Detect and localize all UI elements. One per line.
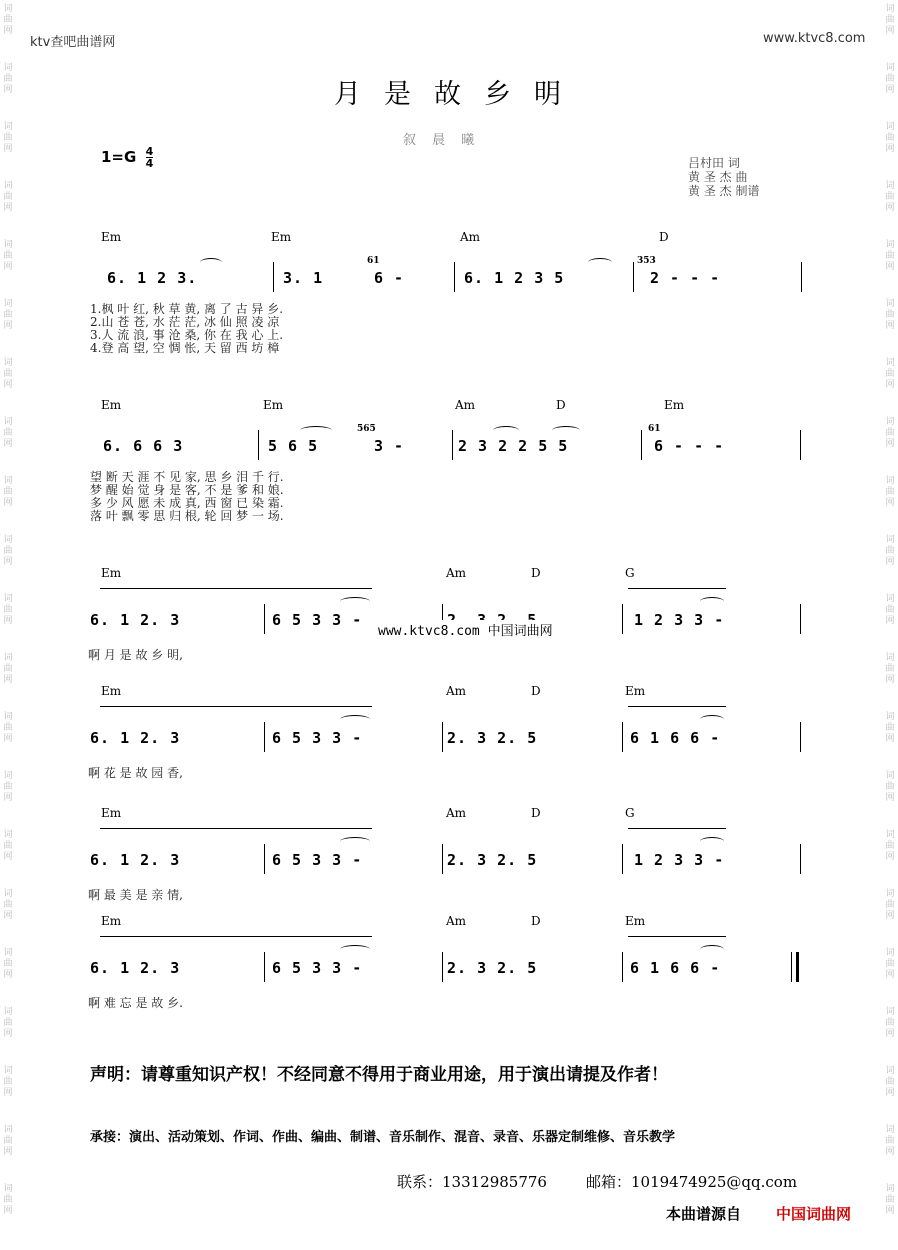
edge-watermark-text: 词曲网	[3, 653, 13, 685]
chord-symbol: D	[531, 566, 541, 580]
key-label: 1=G	[101, 148, 137, 166]
edge-watermark-text: 词曲网	[3, 1066, 13, 1098]
edge-watermark-text: 词曲网	[885, 653, 895, 685]
grace-note: 61	[367, 256, 380, 266]
edge-watermark-text: 词曲网	[885, 63, 895, 95]
note-group: 6. 1 2. 3	[90, 729, 181, 747]
song-title: 月是故乡明	[334, 79, 584, 110]
bar-line	[622, 844, 623, 874]
contact-email[interactable]: 邮箱：1019474925@qq.com	[586, 1173, 798, 1191]
note-group: 6. 1 2. 3	[90, 959, 181, 977]
bar-line	[800, 722, 801, 752]
chord-symbol: D	[556, 398, 566, 412]
chord-symbol: Am	[446, 806, 467, 820]
composer: 黄 圣 杰 曲	[688, 170, 748, 184]
chord-symbol: Em	[625, 684, 646, 698]
chord-symbol: Em	[101, 566, 122, 580]
edge-watermark-text: 词曲网	[3, 4, 13, 36]
edge-watermark-text: 词曲网	[885, 594, 895, 626]
note-group: 6 5 3 3 -	[272, 729, 363, 747]
source-label: 本曲谱源自	[666, 1205, 742, 1223]
chord-symbol: D	[531, 914, 541, 928]
chord-symbol: Em	[263, 398, 284, 412]
edge-watermark-text: 词曲网	[885, 4, 895, 36]
lyricist: 吕村田 词	[688, 156, 740, 170]
edge-watermark-text: 词曲网	[3, 948, 13, 980]
chord-symbol: Am	[455, 398, 476, 412]
slur	[588, 258, 612, 267]
note-group: 3. 1	[283, 269, 324, 287]
grace-note: 61	[648, 424, 661, 434]
chord-symbol: D	[531, 684, 541, 698]
chord-symbol: Em	[101, 230, 122, 244]
bar-line	[273, 262, 274, 292]
phrase-slur	[100, 936, 372, 947]
edge-watermark-text: 词曲网	[885, 535, 895, 567]
time-top: 4	[145, 145, 154, 158]
note-group: 2 3 2 2 5 5	[458, 437, 569, 455]
edge-watermark-text: 词曲网	[885, 299, 895, 331]
edge-watermark-text: 词曲网	[885, 122, 895, 154]
bar-line	[264, 952, 265, 982]
bar-line	[796, 952, 799, 982]
bar-line	[633, 262, 634, 292]
bar-line	[641, 430, 642, 460]
lyric-line: 1.枫 叶 红, 秋 草 黄, 离 了 古 异 乡.	[90, 302, 284, 316]
bar-line	[452, 430, 453, 460]
edge-watermark-text: 词曲网	[885, 1184, 895, 1216]
note-group: 6 5 3 3 -	[272, 851, 363, 869]
bar-line	[442, 952, 443, 982]
edge-watermark-text: 词曲网	[3, 240, 13, 272]
bar-line	[800, 844, 801, 874]
edge-watermark-text: 词曲网	[3, 535, 13, 567]
slur	[200, 258, 222, 267]
note-group: 3 -	[374, 437, 405, 455]
chord-symbol: Am	[446, 914, 467, 928]
note-group: 2. 3 2. 5	[447, 729, 538, 747]
note-group: 2 - - -	[650, 269, 721, 287]
slur	[340, 597, 370, 606]
bar-line	[622, 952, 623, 982]
left-edge-watermark	[0, 0, 16, 1250]
bar-line	[258, 430, 259, 460]
phrase-slur	[100, 706, 372, 717]
note-group: 6 - - -	[654, 437, 725, 455]
chord-symbol: Em	[625, 914, 646, 928]
edge-watermark-text: 词曲网	[3, 299, 13, 331]
right-edge-watermark	[882, 0, 898, 1250]
chord-symbol: Em	[101, 914, 122, 928]
copyright-declaration: 声明：请尊重知识产权！不经同意不得用于商业用途，用于演出请提及作者！	[90, 1065, 668, 1085]
edge-watermark-text: 词曲网	[3, 358, 13, 390]
lyric-line: 2.山 苍 苍, 水 茫 茫, 冰 仙 照 凌 凉	[90, 315, 280, 329]
chord-symbol: Em	[101, 684, 122, 698]
bar-line	[454, 262, 455, 292]
bar-line	[622, 722, 623, 752]
edge-watermark-text: 词曲网	[885, 417, 895, 449]
note-group: 6. 1 2. 3	[90, 611, 181, 629]
slur	[340, 715, 370, 724]
lyric-line: 4.登 高 望, 空 惆 怅, 天 留 西 坊 樟	[90, 341, 280, 355]
edge-watermark-text: 词曲网	[885, 771, 895, 803]
edge-watermark-text: 词曲网	[885, 1125, 895, 1157]
singer: 叙 晨 曦	[403, 133, 481, 148]
chord-symbol: Em	[101, 806, 122, 820]
note-group: 2. 3 2. 5	[447, 959, 538, 977]
lyric-line: 啊 难 忘 是 故 乡.	[88, 996, 183, 1010]
edge-watermark-text: 词曲网	[3, 417, 13, 449]
grace-note: 565	[357, 424, 376, 434]
edge-watermark-text: 词曲网	[885, 181, 895, 213]
edge-watermark-text: 词曲网	[3, 476, 13, 508]
lyric-line: 啊 花 是 故 园 香,	[88, 766, 183, 780]
chord-symbol: D	[531, 806, 541, 820]
edge-watermark-text: 词曲网	[3, 122, 13, 154]
note-group: 6 5 3 3 -	[272, 611, 363, 629]
time-bottom: 4	[145, 157, 154, 170]
note-group: 6. 1 2 3 5	[464, 269, 565, 287]
note-group: 6 -	[374, 269, 405, 287]
arranger: 黄 圣 杰 制谱	[688, 184, 760, 198]
site-watermark: www.ktvc8.com 中国词曲网	[378, 620, 553, 639]
slur	[340, 837, 370, 846]
lyric-line: 啊 月 是 故 乡 明,	[88, 648, 183, 662]
chord-symbol: D	[659, 230, 669, 244]
edge-watermark-text: 词曲网	[885, 476, 895, 508]
slur	[700, 837, 724, 846]
edge-watermark-text: 词曲网	[3, 181, 13, 213]
note-group: 6. 1 2. 3	[90, 851, 181, 869]
slur	[340, 945, 370, 954]
chord-symbol: Em	[101, 398, 122, 412]
note-group: 1 2 3 3 -	[634, 611, 725, 629]
lyric-line: 落 叶 飘 零 思 归 根, 轮 回 梦 一 场.	[90, 509, 284, 523]
source-site-link[interactable]: 中国词曲网	[776, 1205, 852, 1223]
note-group: 1 2 3 3 -	[634, 851, 725, 869]
edge-watermark-text: 词曲网	[3, 594, 13, 626]
bar-line	[264, 604, 265, 634]
edge-watermark-text: 词曲网	[885, 1066, 895, 1098]
edge-watermark-text: 词曲网	[885, 889, 895, 921]
note-group: 6 5 3 3 -	[272, 959, 363, 977]
slur	[700, 597, 724, 606]
edge-watermark-text: 词曲网	[885, 358, 895, 390]
bar-line	[800, 604, 801, 634]
note-group: 6 1 6 6 -	[630, 959, 721, 977]
key-signature	[101, 146, 153, 169]
chord-symbol: Am	[446, 684, 467, 698]
edge-watermark-text: 词曲网	[885, 1007, 895, 1039]
edge-watermark-text: 词曲网	[3, 63, 13, 95]
time-signature	[146, 146, 154, 169]
credits	[688, 156, 759, 198]
contact-phone: 联系：13312985776	[397, 1173, 547, 1191]
lyric-line: 3.人 流 浪, 事 沧 桑, 你 在 我 心 上.	[90, 328, 284, 342]
bar-line	[622, 604, 623, 634]
note-group: 6. 1 2 3.	[107, 269, 198, 287]
bar-line	[442, 844, 443, 874]
chord-symbol: G	[625, 566, 635, 580]
bar-line	[800, 430, 801, 460]
bar-line	[791, 952, 792, 982]
note-group: 2. 3 2. 5	[447, 851, 538, 869]
chord-symbol: Em	[664, 398, 685, 412]
note-group: 6. 6 6 3	[103, 437, 184, 455]
bar-line	[264, 722, 265, 752]
edge-watermark-text: 词曲网	[3, 1125, 13, 1157]
edge-watermark-text: 词曲网	[3, 1007, 13, 1039]
site-url-right[interactable]: www.ktvc8.com	[763, 31, 866, 46]
edge-watermark-text: 词曲网	[3, 830, 13, 862]
slur	[700, 945, 724, 954]
edge-watermark-text: 词曲网	[885, 830, 895, 862]
bar-line	[801, 262, 802, 292]
edge-watermark-text: 词曲网	[3, 712, 13, 744]
bar-line	[442, 722, 443, 752]
chord-symbol: Am	[460, 230, 481, 244]
lyric-line: 多 少 风 愿 未 成 真, 西 窗 已 染 霜.	[90, 496, 284, 510]
note-group: 5 6 5	[268, 437, 319, 455]
chord-symbol: Am	[446, 566, 467, 580]
edge-watermark-text: 词曲网	[3, 889, 13, 921]
services-list: 承接：演出、活动策划、作词、作曲、编曲、制谱、音乐制作、混音、录音、乐器定制维修、音乐教学	[90, 1130, 676, 1145]
lyric-line: 梦 醒 始 觉 身 是 客, 不 是 爹 和 娘.	[90, 483, 284, 497]
edge-watermark-text: 词曲网	[885, 240, 895, 272]
edge-watermark-text: 词曲网	[3, 1184, 13, 1216]
slur	[700, 715, 724, 724]
phrase-slur	[100, 828, 372, 839]
lyric-line: 啊 最 美 是 亲 情,	[88, 888, 183, 902]
lyric-line: 望 断 天 涯 不 见 家, 思 乡 泪 千 行.	[90, 470, 284, 484]
slur	[552, 426, 580, 435]
phrase-slur	[100, 588, 372, 599]
chord-symbol: Em	[271, 230, 292, 244]
note-group: 6 1 6 6 -	[630, 729, 721, 747]
site-name-left[interactable]: ktv查吧曲谱网	[30, 35, 116, 50]
chord-symbol: G	[625, 806, 635, 820]
slur	[493, 426, 519, 435]
edge-watermark-text: 词曲网	[885, 712, 895, 744]
grace-note: 353	[637, 256, 656, 266]
edge-watermark-text: 词曲网	[3, 771, 13, 803]
slur	[300, 426, 332, 435]
edge-watermark-text: 词曲网	[885, 948, 895, 980]
bar-line	[264, 844, 265, 874]
